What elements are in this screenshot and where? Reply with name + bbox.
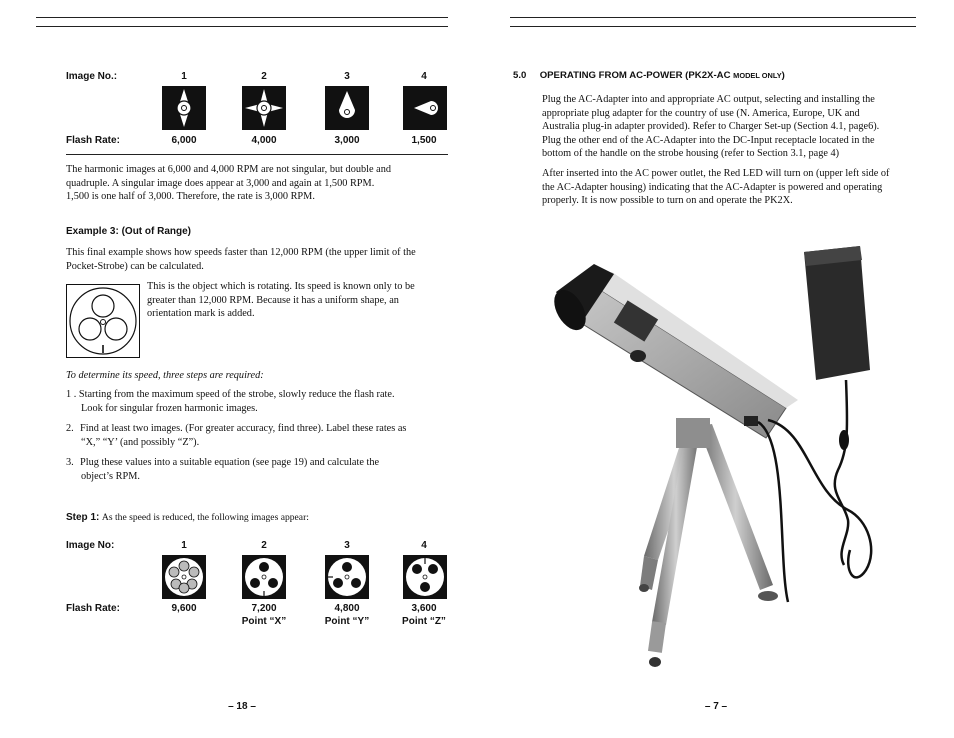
flash-rate2-2: 7,200	[251, 603, 277, 614]
text-line: object’s RPM.	[81, 470, 140, 482]
image-no-2: 2	[261, 71, 267, 82]
flash-rate-1: 6,000	[171, 135, 197, 146]
strobe-ac-adapter-photo	[548, 230, 914, 680]
section-title-end: )	[781, 70, 785, 81]
text-line: quadruple. A singular image does appear at 3,000 and again at 1,500 RPM.	[66, 177, 375, 189]
text-line: After inserted into the AC power outlet, the Red LED will turn on (upper left side of	[542, 168, 890, 179]
image2-no-4: 4	[421, 540, 427, 551]
flash-rate-4: 1,500	[411, 135, 437, 146]
text-line: appropriate plug adapter for the country of use (N. America, Europe, UK and	[542, 107, 860, 119]
text-line: Plug the other end of the AC-Adapter into the DC-Input receptacle located in the	[542, 134, 875, 146]
steps-intro: To determine its speed, three steps are required:	[66, 370, 264, 381]
header-rule-left-top	[36, 17, 448, 18]
strobe-image-1	[162, 86, 206, 130]
strobe-image-2	[242, 86, 286, 130]
text-line: greater than 12,000 RPM. Because it has a uniform shape, an	[147, 294, 399, 306]
text-line: Plug these values into a suitable equation (see page 19) and calculate the	[80, 457, 380, 468]
text-line: 1,500 is one half of 3,000. Therefore, the rate is 3,000 RPM.	[66, 191, 315, 202]
text-line: “X,” “Y’ (and possibly “Z”).	[81, 436, 200, 448]
strobe-disc-4	[403, 555, 447, 599]
step-item-3	[66, 456, 446, 483]
text-line: This final example shows how speeds faster than 12,000 RPM (the upper limit of the	[66, 247, 416, 258]
page-number-right: – 7 –	[704, 701, 728, 712]
flash-rate-2: 4,000	[251, 135, 277, 146]
step-number: 1 .	[66, 389, 77, 400]
section-heading	[513, 70, 785, 81]
header-rule-left-bottom	[36, 26, 448, 27]
step1-text: As the speed is reduced, the following images appear:	[101, 512, 309, 523]
image2-no-2: 2	[261, 540, 267, 551]
text-line: The harmonic images at 6,000 and 4,000 RPM are not singular, but double and	[66, 164, 392, 175]
strobe-disc-1	[162, 555, 206, 599]
image2-no-1: 1	[181, 540, 187, 551]
image-no-4: 4	[421, 71, 427, 82]
step-item-1	[66, 388, 446, 415]
flash-rate2-1: 9,600	[171, 603, 197, 614]
text-line: properly. It is now possible to turn on and operate the PK2X.	[542, 195, 793, 206]
image-no-label-2: Image No:	[66, 540, 115, 551]
flash-rate2-4: 3,600	[411, 603, 437, 614]
section-number: 5.0	[513, 70, 527, 81]
flash-rate2-3: 4,800	[334, 603, 360, 614]
section-title: OPERATING FROM AC-POWER (PK2X-AC	[539, 70, 734, 81]
point-x-label: Point “X”	[241, 616, 287, 627]
ac-adapter-paragraph	[542, 93, 912, 161]
image-no-1: 1	[181, 71, 187, 82]
text-line: Pocket-Strobe) can be calculated.	[66, 260, 204, 272]
page-number-left: – 18 –	[228, 701, 256, 712]
strobe-image-3	[325, 86, 369, 130]
strobe-disc-2	[242, 555, 286, 599]
step-item-2	[66, 422, 446, 449]
header-rule-right-top	[510, 17, 916, 18]
example-paragraph	[66, 246, 446, 273]
text-line: Australia plug-in adapter provided). Refer to Charger Set-up (Section 4.1, page6).	[542, 121, 880, 132]
point-y-label: Point “Y”	[324, 616, 370, 627]
text-line: bottom of the handle on the strobe housing (refer to Section 3.1, page 4)	[542, 148, 840, 159]
text-line: Starting from the maximum speed of the strobe, slowly reduce the flash rate.	[78, 389, 395, 400]
section-title-small: MODEL ONLY	[733, 71, 782, 80]
strobe-disc-3	[325, 555, 369, 599]
text-line: Plug the AC-Adapter into and appropriate AC output, selecting and installing the	[542, 94, 875, 105]
header-rule-right-bottom	[510, 26, 916, 27]
led-paragraph	[542, 167, 912, 208]
image-no-3: 3	[344, 71, 350, 82]
text-line: This is the object which is rotating. Its speed is known only to be	[147, 281, 415, 292]
text-line: the AC-Adapter housing) indicating that the AC-Adapter is powered and operating	[542, 181, 883, 193]
rotating-object-diagram	[66, 284, 140, 358]
text-line: Look for singular frozen harmonic images.	[81, 402, 258, 414]
section-divider	[66, 154, 448, 155]
example-heading: Example 3: (Out of Range)	[66, 226, 192, 237]
harmonic-paragraph	[66, 163, 446, 204]
step1-label: Step 1:	[66, 512, 100, 523]
text-line: Find at least two images. (For greater accuracy, find three). Label these rates as	[80, 423, 407, 434]
strobe-image-4	[403, 86, 447, 130]
step-number: 2.	[66, 423, 74, 434]
image2-no-3: 3	[344, 540, 350, 551]
text-line: orientation mark is added.	[147, 308, 255, 319]
object-description	[147, 280, 447, 321]
image-no-label: Image No.:	[66, 71, 118, 82]
point-z-label: Point “Z”	[402, 616, 446, 627]
flash-rate-3: 3,000	[334, 135, 360, 146]
step1-line	[66, 511, 309, 525]
flash-rate-label-2: Flash Rate:	[66, 603, 120, 614]
step-number: 3.	[66, 457, 74, 468]
flash-rate-label: Flash Rate:	[66, 135, 120, 146]
